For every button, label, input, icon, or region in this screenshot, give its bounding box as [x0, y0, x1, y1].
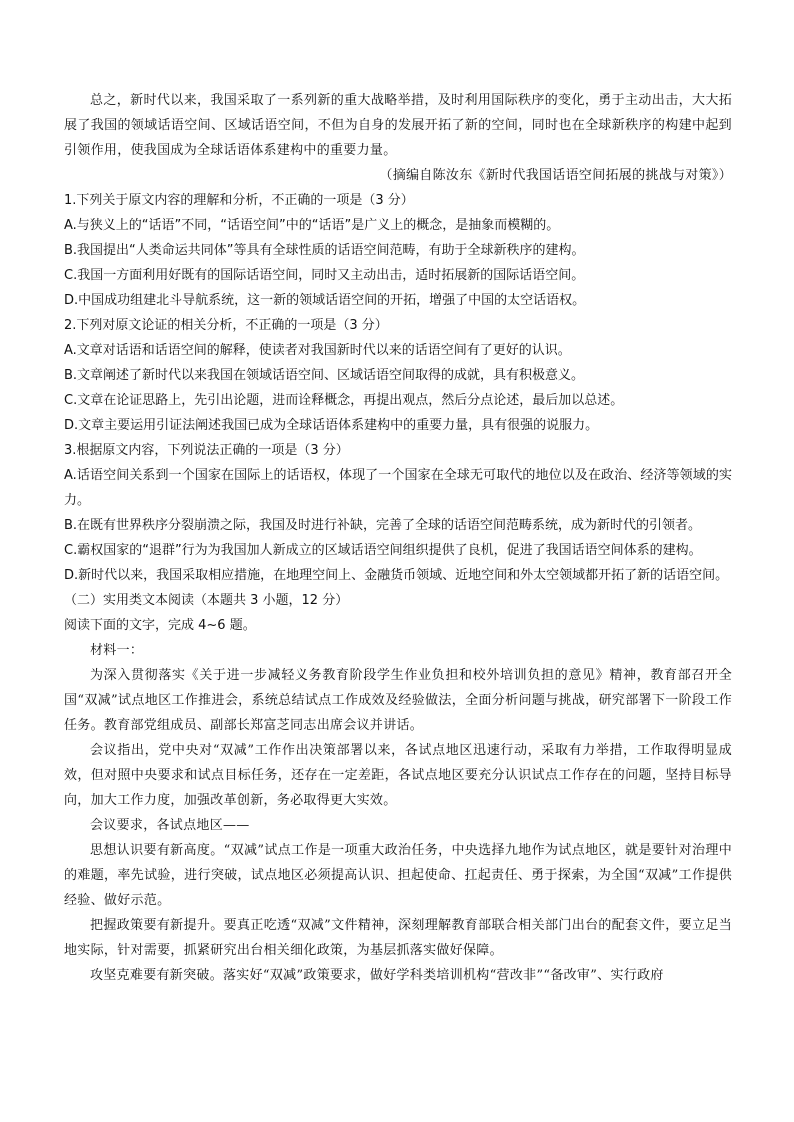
- reading-instruction: 阅读下面的文字，完成 4~6 题。: [64, 618, 256, 633]
- question-3-option-a: A.话语空间关系到一个国家在国际上的话语权，体现了一个国家在全球无可取代的地位以及在政治、经济等领域的实力。: [64, 468, 732, 508]
- material-paragraph: 会议指出，党中央对“双减”工作作出决策部署以来，各试点地区迅速行动，采取有力举措，工作取得明显成效，但对照中央要求和试点目标任务，还存在一定差距，各试点地区要充分认识试点工作存在的问题，坚持目标导向，加大工作力度，加强改革创新，务必取得更大实效。: [64, 743, 732, 808]
- question-2-option-a: A.文章对话语和话语空间的解释，使读者对我国新时代以来的话语空间有了更好的认识。: [64, 343, 571, 358]
- question-3-stem: 3.根据原文内容，下列说法正确的一项是（3 分）: [64, 443, 349, 458]
- question-2-stem: 2.下列对原文论证的相关分析，不正确的一项是（3 分）: [64, 318, 388, 333]
- section-heading: （二）实用类文本阅读（本题共 3 小题，12 分）: [64, 593, 349, 608]
- question-3-option-d: D.新时代以来，我国采取相应措施，在地理空间上、金融货币领域、近地空间和外太空领域都开拓了新的话语空间。: [64, 568, 729, 583]
- intro-paragraph: 总之，新时代以来，我国采取了一系列新的重大战略举措，及时利用国际秩序的变化，勇于主动出击，大大拓展了我国的领域话语空间、区域话语空间，不但为自身的发展开拓了新的空间，同时也在全球新秩序的构建中起到引领作用，使我国成为全球话语体系建构中的重要力量。: [64, 93, 732, 158]
- question-2-option-b: B.文章阐述了新时代以来我国在领域话语空间、区域话语空间取得的成就，具有积极意义。: [64, 368, 585, 383]
- question-1-option-b: B.我国提出“人类命运共同体”等具有全球性质的话语空间范畴，有助于全球新秩序的建构。: [64, 243, 585, 258]
- question-3-option-b: B.在既有世界秩序分裂崩溃之际，我国及时进行补缺，完善了全球的话语空间范畴系统，成为新时代的引领者。: [64, 518, 702, 533]
- material-label: 材料一：: [90, 643, 144, 658]
- material-paragraph: 思想认识要有新高度。“双减”试点工作是一项重大政治任务，中央选择九地作为试点地区，就是要针对治理中的难题，率先试验，进行突破，试点地区必须提高认识、担起使命、扛起责任、勇于探索，为全国“双减”工作提供经验、做好示范。: [64, 843, 732, 908]
- question-1-option-a: A.与狭义上的“话语”不同，“话语空间”中的“话语”是广义上的概念，是抽象而模糊的。: [64, 218, 560, 233]
- question-1-option-d: D.中国成功组建北斗导航系统，这一新的领域话语空间的开拓，增强了中国的太空话语权。: [64, 293, 586, 308]
- question-3-option-c: C.霸权国家的“退群”行为为我国加人新成立的区域话语空间组织提供了良机，促进了我国话语空间体系的建构。: [64, 543, 702, 558]
- question-1-option-c: C.我国一方面利用好既有的国际话语空间，同时又主动出击，适时拓展新的国际话语空间。: [64, 268, 585, 283]
- question-2-option-c: C.文章在论证思路上，先引出论题，进而诠释概念，再提出观点，然后分点论述，最后加以总述。: [64, 393, 624, 408]
- question-1-stem: 1.下列关于原文内容的理解和分析，不正确的一项是（3 分）: [64, 193, 414, 208]
- material-paragraph: 攻坚克难要有新突破。落实好“双减”政策要求，做好学科类培训机构“营改非”“备改审”、实行政府: [90, 968, 664, 983]
- material-paragraph: 把握政策要有新提升。要真正吃透“双减”文件精神，深刻理解教育部联合相关部门出台的配套文件，要立足当地实际，针对需要，抓紧研究出台相关细化政策，为基层抓落实做好保障。: [64, 918, 732, 958]
- material-paragraph: 会议要求，各试点地区——: [90, 818, 250, 833]
- source-citation: （摘编自陈汝东《新时代我国话语空间拓展的挑战与对策》）: [379, 168, 732, 183]
- question-2-option-d: D.文章主要运用引证法阐述我国已成为全球话语体系建构中的重要力量，具有很强的说服力。: [64, 418, 599, 433]
- document-page: [64, 88, 732, 988]
- material-paragraph: 为深入贯彻落实《关于进一步减轻义务教育阶段学生作业负担和校外培训负担的意见》精神，教育部召开全国“双减”试点地区工作推进会，系统总结试点工作成效及经验做法，全面分析问题与挑战，研究部署下一阶段工作任务。教育部党组成员、副部长郑富芝同志出席会议并讲话。: [64, 668, 732, 733]
